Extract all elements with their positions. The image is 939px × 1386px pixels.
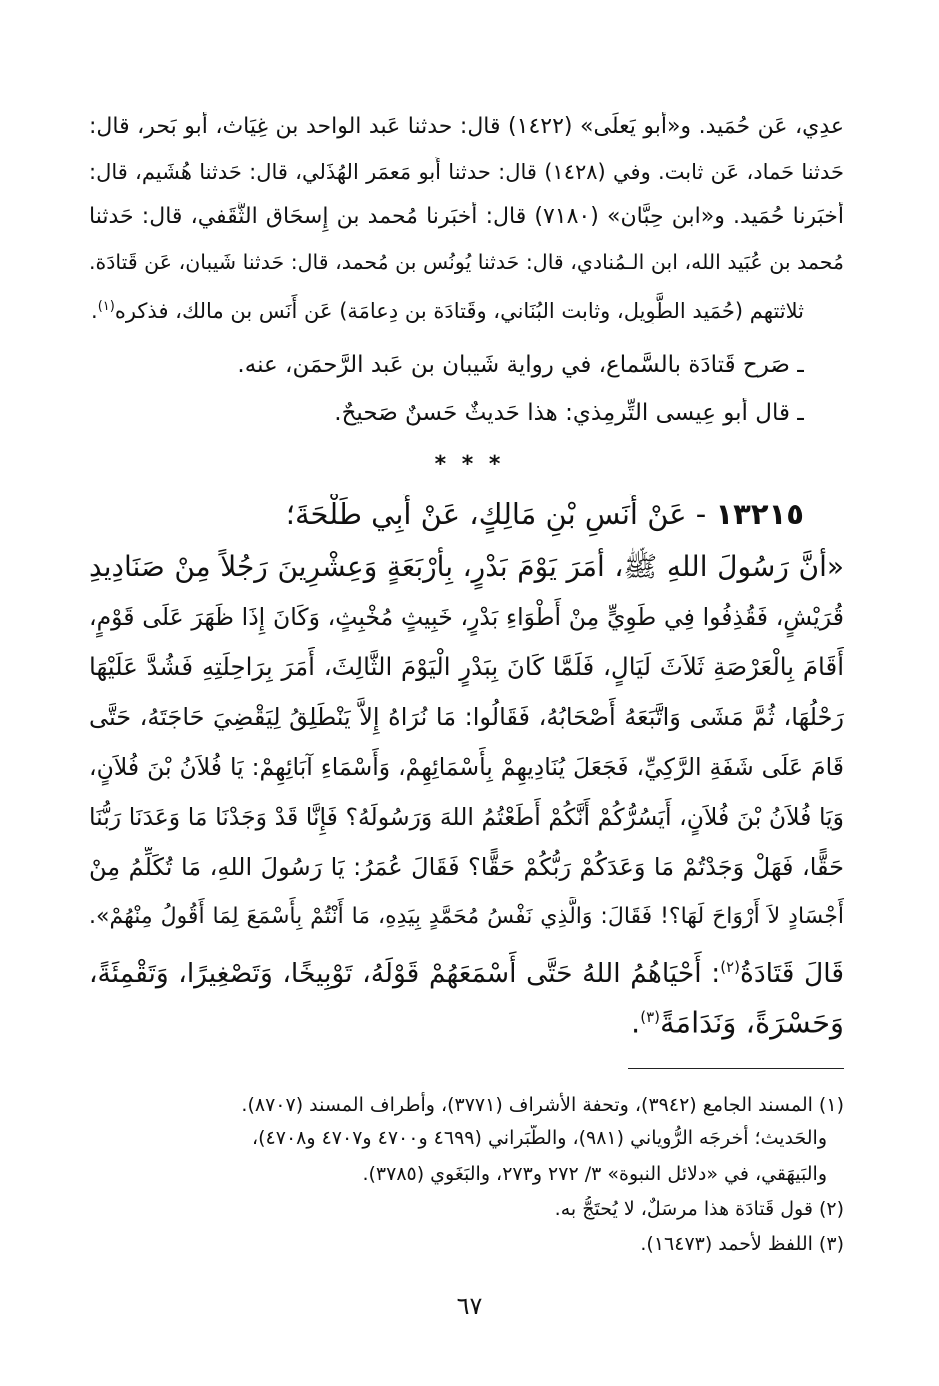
hadith-dash: - — [686, 497, 716, 531]
matn-last-line — [89, 997, 844, 1041]
prev-hadith-summary-line — [89, 292, 804, 324]
matn-line-7: حَقًّا، فَهَلْ وَجَدْتُمْ مَا وَعَدَكُمْ رَبُّكُمْ حَقًّا؟ فَقَالَ عُمَرُ: يَا رَسُولَ اللهِ، مَا تُكَلِّمُ مِنْ — [89, 853, 844, 881]
prev-hadith-note-2: ـ قال أَبو عِيسى التِّرمِذي: هذا حَديثٌ حَسنٌ صَحيحٌ. — [334, 400, 804, 426]
summary-end: . — [91, 299, 98, 323]
footnote-3: (٣) اللفظ لأحمد (١٦٤٧٣). — [640, 1233, 844, 1255]
matn-line-2: قُرَيْشٍ، فَقُذِفُوا فِي طَوِيٍّ مِنْ أَطْوَاءِ بَدْرٍ، خَبِيثٍ مُخْبِثٍ، وَكَانَ إِذَا ظَهَرَ عَلَى قَوْمٍ، — [89, 603, 844, 631]
matn-line-6: وَيَا فُلاَنُ بْنَ فُلاَنٍ، أَيَسُرُّكُمْ أَنَّكُمْ أَطَعْتُمُ اللهَ وَرَسُولَهُ؟ فَإِنَّا قَدْ وَجَدْنَا مَا وَعَدَنَا رَبُّنَا — [89, 803, 844, 831]
section-separator: * * * — [434, 452, 505, 477]
matn-line-8: أَجْسَادٍ لاَ أَرْوَاحَ لَهَا؟! فَقَالَ: وَالَّذِي نَفْسُ مُحَمَّدٍ بِيَدِهِ، مَا أَنْتُمْ بِأَسْمَعَ لِمَا أَقُولُ مِنْهُمْ». — [89, 904, 844, 929]
footnote-1-cont-2: والبَيهَقي، في «دلائل النبوة» ٣/ ٢٧٢ و٢٧٣، والبَغَوي (٣٧٨٥). — [362, 1163, 827, 1185]
footnote-ref-3: (٣) — [640, 1008, 660, 1026]
last-line-text: وَحَسْرَةً، وَنَدَامَةً — [659, 1005, 844, 1040]
matn-line-5: قَامَ عَلَى شَفَةِ الرَّكِيِّ، فَجَعَلَ يُنَادِيهِمْ بِأَسْمَائِهِمْ، وَأَسْمَاءِ آبَائِهِمْ: يَا فُلاَنُ بْنَ فُلاَنٍ، — [89, 753, 844, 781]
matn-line-1: «أَنَّ رَسُولَ اللهِ ﷺ، أَمَرَ يَوْمَ بَدْرٍ، بِأَرْبَعَةٍ وَعِشْرِينَ رَجُلاً مِنْ صَنَادِيدِ — [89, 550, 844, 583]
summary-text: ثلاثتهم (حُمَيد الطَّوِيل، وثابت البُنَاني، وقَتادَة بن دِعامَة) عَن أَنَس بن مالك، فذكره — [114, 299, 804, 323]
footnote-ref-2: (٢) — [720, 958, 740, 976]
footnote-1: (١) المسند الجامع (٣٩٤٢)، وتحفة الأشراف (٣٧٧١)، وأطراف المسند (٨٧٠٧). — [241, 1094, 844, 1116]
prev-hadith-note-1: ـ صَرح قَتادَة بالسَّماع، في رواية شَيبان بن عَبد الرَّحمَن، عنه. — [237, 352, 804, 378]
prev-hadith-line-2: حَدثنا حَماد، عَن ثابت. وفي (١٤٢٨) قال: حدثنا أَبو مَعمَر الهُذَلي، قال: حَدثنا هُشَيم، قال: — [89, 160, 844, 184]
footnote-1-cont-1: والحَديث؛ أَخرجَه الرُّوياني (٩٨١)، والطَّبَراني (٤٦٩٩ و٤٧٠٠ و٤٧٠٧ و٤٧٠٨)، — [251, 1127, 827, 1149]
prev-hadith-line-1: عدِي، عَن حُمَيد. و«أَبو يَعلَى» (١٤٢٢) قال: حدثنا عَبد الواحد بن غِيَاث، أَبو بَحر، قال: — [89, 114, 844, 139]
hadith-isnad: عَنْ أَنَسِ بْنِ مَالِكٍ، عَنْ أَبِي طَلْحَةَ؛ — [285, 497, 687, 531]
qatada-line — [89, 947, 844, 991]
footnote-ref-1: (١) — [97, 299, 115, 314]
footnote-2: (٢) قول قَتادَة هذا مرسَلٌ، لا يُحتَجُّ به. — [554, 1198, 844, 1220]
qatada-rest: : أَحْيَاهُمُ اللهُ حَتَّى أَسْمَعَهُمْ قَوْلَهُ، تَوْبِيخًا، وَتَصْغِيرًا، وَتَقْمِئَةً، — [89, 957, 721, 989]
qatada-text: قَالَ قَتَادَةُ — [739, 957, 844, 989]
last-line-end: . — [630, 1005, 641, 1040]
matn-line-4: رَحْلُهَا، ثُمَّ مَشَى وَاتَّبَعَهُ أَصْحَابُهُ، فَقَالُوا: مَا نُرَاهُ إِلاَّ يَنْطَلِقُ لِيَقْضِيَ حَاجَتَهُ، حَتَّى — [89, 703, 844, 731]
prev-hadith-line-4: مُحمد بن عُبَيد الله، ابن الـمُنادي، قال: حَدثنا يُونُس بن مُحمد، قال: حَدثنا شَيبان، عَن قَتادَة. — [89, 250, 844, 274]
hadith-number: ١٣٢١٥ — [715, 497, 804, 531]
page-number: ٦٧ — [456, 1292, 483, 1320]
prev-hadith-line-3: أَخبَرنا حُمَيد. و«ابن حِبَّان» (٧١٨٠) قال: أَخبَرنا مُحمد بن إِسحَاق الثَّقَفي، قال: حَدثنا — [89, 204, 844, 229]
hadith-heading — [89, 494, 804, 538]
footnote-divider — [628, 1068, 844, 1069]
matn-line-3: أَقَامَ بِالْعَرْصَةِ ثَلاَثَ لَيَالٍ، فَلَمَّا كَانَ بِبَدْرٍ الْيَوْمَ الثَّالِثَ، أَمَرَ بِرَاحِلَتِهِ فَشُدَّ عَلَيْهَا — [89, 652, 844, 681]
